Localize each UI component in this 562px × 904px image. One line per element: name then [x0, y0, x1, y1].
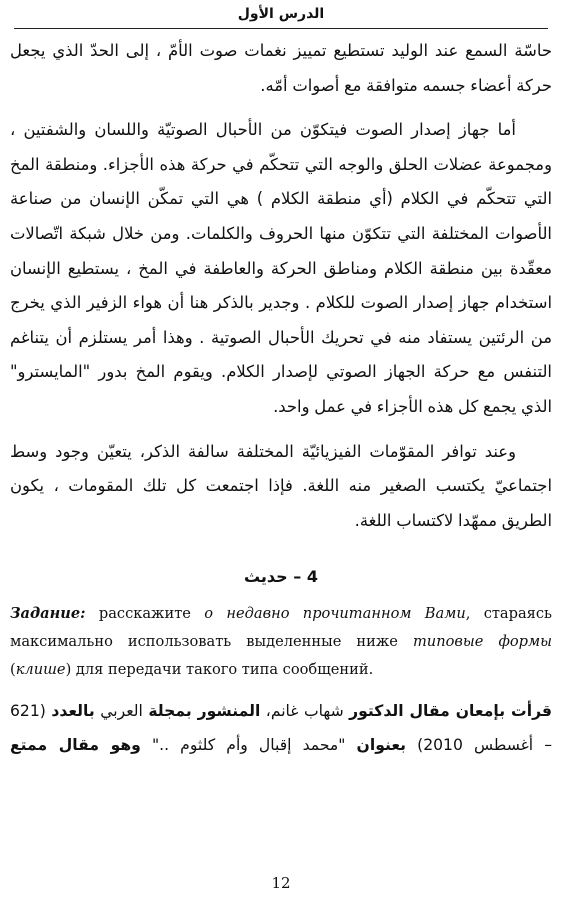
example-sentence	[10, 694, 552, 762]
task-text: ) для передачи такого типа сообщений.	[65, 661, 374, 679]
section-dash: –	[293, 567, 302, 587]
page-content	[10, 34, 552, 762]
task-italic-phrase: клише	[15, 661, 66, 679]
task-italic-phrase: типовые формы	[412, 633, 552, 651]
example-text: العربي	[94, 702, 149, 721]
example-cliche: المنشور بمجلة	[148, 702, 261, 721]
section-heading	[10, 566, 552, 588]
task-text: расскажите	[85, 605, 205, 623]
task-instruction	[10, 600, 552, 684]
example-cliche: قرأت بإمعان مقال الدكتور	[349, 702, 552, 721]
task-text: , стараясь максимально использовать выделенные ниже	[10, 605, 553, 651]
example-text: "محمد إقبال وأم كلثوم .."	[140, 736, 357, 755]
example-text: (621 – أغسطس 2010)	[10, 702, 553, 755]
paragraph-speech-apparatus: أما جهاز إصدار الصوت فيتكوّن من الأحبال الصوتيّة واللسان والشفتين ، ومجموعة عضلات الحلق والوجه التي تتحكّم في حركة هذه الأجزاء. ومنطقة المخ التي تتحكّم في الكلام (أي منطقة الكلام ) هي التي تمكّن الإنسان من صناعة الأصوات المختلفة التي تتكوّن منها الحروف والكلمات. ومن خلال شبكة اتّصالات معقّدة بين منطقة الكلام ومناطق الحركة والعاطفة في المخ ، يستطيع الإنسان استخدام جهاز إصدار الصوت للكلام . وجدير بالذكر هنا أن هواء الزفير الذي يخرج من الرئتين يستفاد منه في تحريك الأحبال الصوتية . وهذا أمر يستلزم أن يتناغم التنفس مع حركة الجهاز الصوتي لإصدار الكلام. ويقوم المخ بدور "المايسترو" الذي يجمع كل هذه الأجزاء في عمل واحد.	[10, 120, 552, 416]
lesson-title: الدرس الأول	[237, 6, 325, 22]
task-italic-phrase: о недавно прочитанном Вами	[204, 605, 466, 623]
example-cliche: وهو مقال ممتع	[10, 736, 141, 755]
page-header	[14, 0, 548, 29]
paragraph-hearing: حاسّة السمع عند الوليد تستطيع تمييز نغمات صوت الأمّ ، إلى الحدّ الذي يجعل حركة أعضاء جسمه متوافقة مع أصوات أمّه.	[10, 41, 552, 95]
task-text: (	[10, 661, 16, 679]
section-title: حديث	[243, 567, 288, 587]
task-label: Задание:	[10, 605, 86, 623]
example-cliche: بعنوان	[356, 736, 407, 755]
page-number: 12	[271, 874, 291, 892]
section-number: 4	[306, 567, 318, 587]
example-text: شهاب غانم،	[260, 702, 350, 721]
paragraph-social-environment: وعند توافر المقوّمات الفيزيائيّة المختلفة سالفة الذكر، يتعيّن وجود وسط اجتماعيّ يكتسب الصغير منه اللغة. فإذا اجتمعت كل تلك المقومات ، يكون الطريق ممهّدا لاكتساب اللغة.	[10, 441, 552, 530]
example-cliche: بالعدد	[51, 702, 95, 721]
